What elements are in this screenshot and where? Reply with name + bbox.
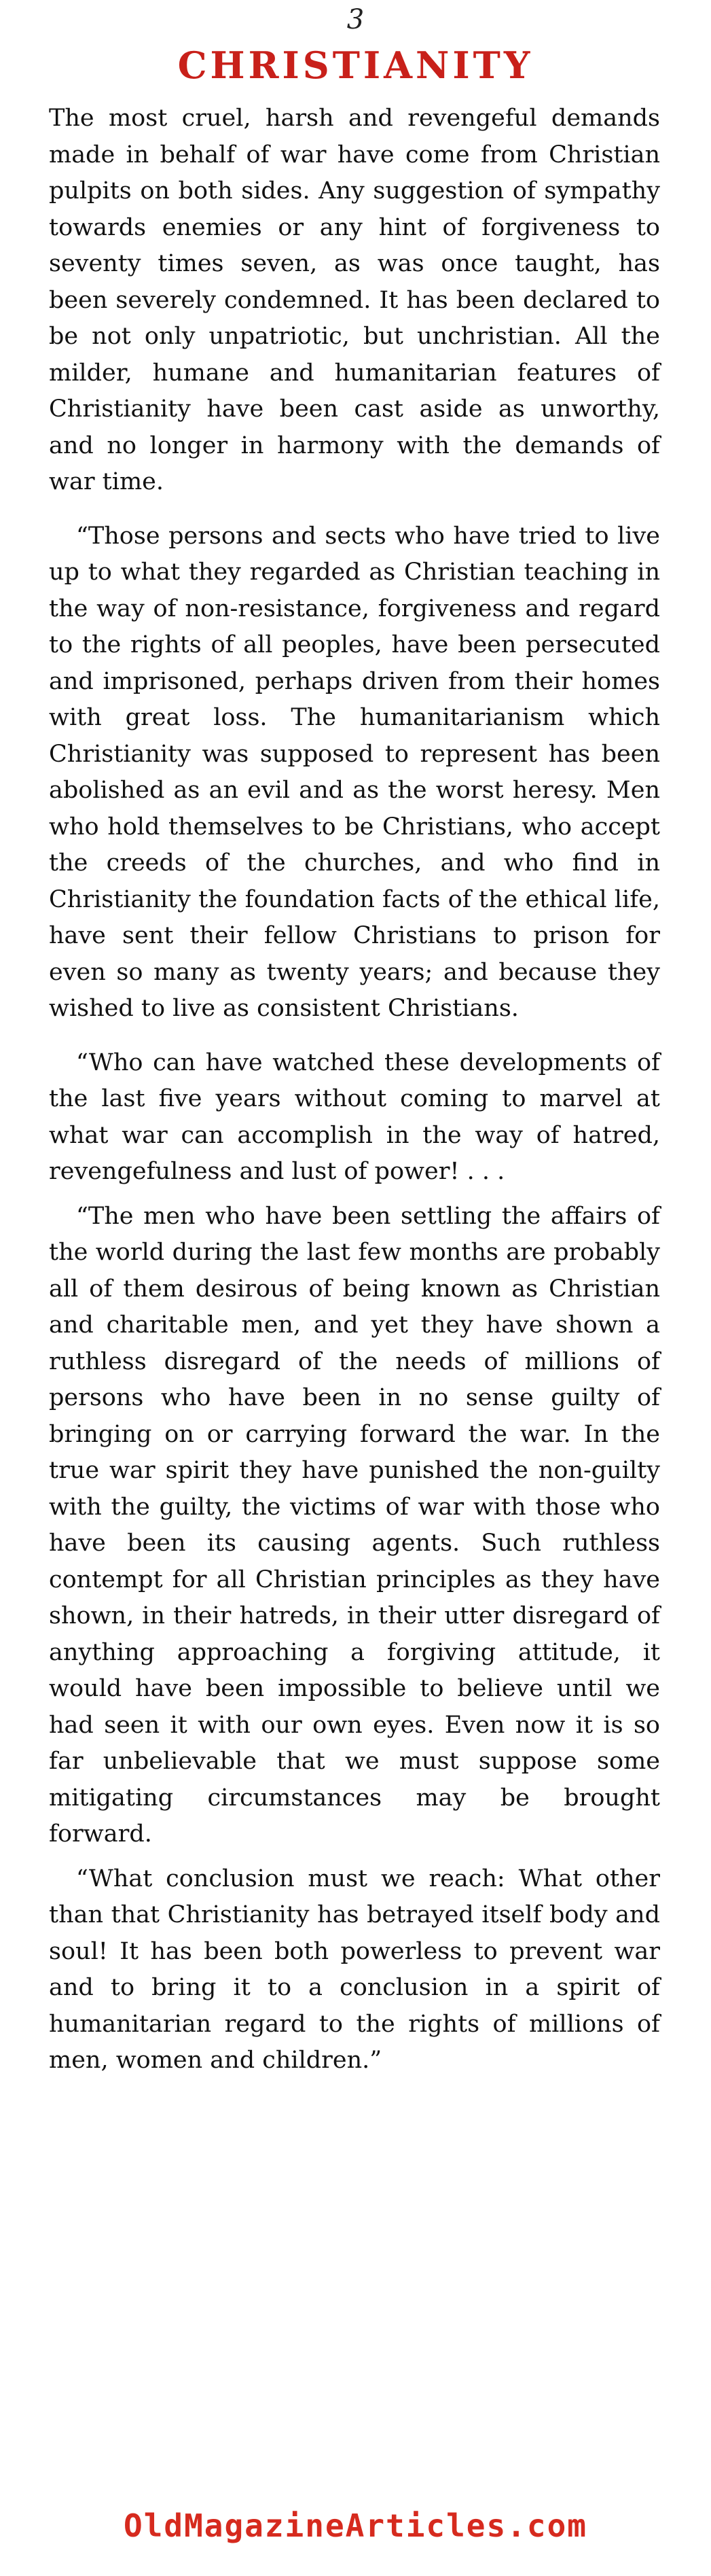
page-number: 3	[346, 4, 365, 35]
paragraph-1: The most cruel, harsh and revengeful demands made in behalf of war have come from Christian pulpits on both sides. Any suggestion of sympathy towards enemies or any hint of forgiveness to seventy times seven, as was once taught, has been severely condemned. It has been declared to be not only unpatriotic, but unchristian. All the milder, humane and humanitarian features of Christianity have been cast aside as unworthy, and no longer in harmony with the demands of war time.	[49, 105, 660, 495]
paragraph-3: “Who can have watched these developments of the last five years without coming to marvel at what war can accomplish in the way of hatred, revengefulness and lust of power! . . .	[49, 1048, 660, 1185]
article-body	[49, 101, 660, 2097]
paragraph-5: “What conclusion must we reach: What other than that Christianity has betrayed itself body and soul! It has been both powerless to prevent war and to bring it to a conclusion in a spirit of humanitarian regard to the rights of millions of men, women and children.”	[49, 1865, 660, 2074]
article-heading: CHRISTIANITY	[177, 43, 534, 87]
paragraph-2: “Those persons and sects who have tried to live up to what they regarded as Christian teaching in the way of non-resistance, forgiveness and regard to the rights of all peoples, have been persecuted and imprisoned, perhaps driven from their homes with great loss. The humanitarianism which Christianity was supposed to represent has been abolished as an evil and as the worst heresy. Men who hold themselves to be Christians, who accept the creeds of the churches, and who find in Christianity the foundation facts of the ethical life, have sent their fellow Christians to prison for even so many as twenty years; and because they wished to live as consistent Christians.	[49, 522, 660, 1022]
site-watermark: OldMagazineArticles.com	[124, 2507, 587, 2544]
paragraph-4: “The men who have been settling the affairs of the world during the last few months are probably all of them desirous of being known as Christian and charitable men, and yet they have shown a ruthless disregard of the needs of millions of persons who have been in no sense guilty of bringing on or carrying forward the war. In the true war spirit they have punished the non-guilty with the guilty, the victims of war with those who have been its causing agents. Such ruthless contempt for all Christian principles as they have shown, in their hatreds, in their utter disregard of anything approaching a forgiving attitude, it would have been impossible to believe until we had seen it with our own eyes. Even now it is so far unbelievable that we must suppose some mitigating circumstances may be brought forward.	[49, 1202, 660, 1848]
